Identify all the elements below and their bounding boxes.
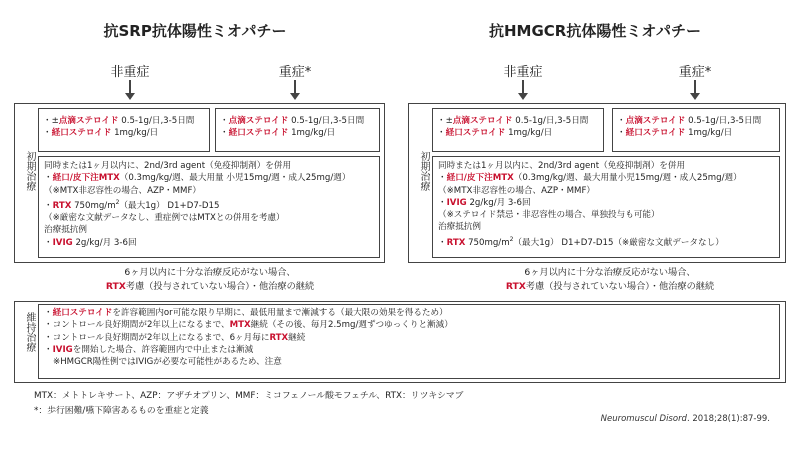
srp-arrow-severe xyxy=(294,80,296,93)
srp-ns-iv-steroid: ・±点滴ステロイド 0.5-1g/日,3-5日間 xyxy=(43,116,195,126)
hmgcr-agent-intro: 同時または1ヶ月以内に、2nd/3rd agent（免疫抑制剤）を併用 xyxy=(438,161,686,171)
srp-agent-box xyxy=(38,156,380,258)
srp-ns-oral-steroid: ・経口ステロイド 1mg/kg/日 xyxy=(43,128,159,139)
hmgcr-agent-ivig-note: （※ステロイド禁忌・非忍容性の場合、単独投与も可能） xyxy=(438,210,660,221)
hmgcr-arrowhead-non-severe xyxy=(518,93,528,100)
hmgcr-arrowhead-severe xyxy=(690,93,700,100)
srp-severe-label: 重症* xyxy=(278,65,312,80)
hmgcr-agent-ivig: ・IVIG 2g/kg/月 3-6回 xyxy=(438,197,531,208)
srp-title: 抗SRP抗体陽性ミオパチー xyxy=(103,22,287,40)
srp-arrowhead-non-severe xyxy=(125,93,135,100)
srp-severe-box xyxy=(215,108,380,152)
srp-agent-ivig: ・IVIG 2g/kg/月 3-6回 xyxy=(44,237,137,248)
srp-note-line2: RTX考慮（投与されていない場合）・他治療の継続 xyxy=(105,281,315,292)
hmgcr-agent-refractory: 治療抵抗例 xyxy=(438,222,481,233)
srp-agent-refractory: 治療抵抗例 xyxy=(44,225,87,236)
srp-s-iv-steroid: ・点滴ステロイド 0.5-1g/日,3-5日間 xyxy=(220,116,365,126)
maintenance-label: 維持治療 xyxy=(24,312,35,352)
maintenance-mtx: ・コントロール良好期間が2年以上になるまで、MTX継続（その後、毎月2.5mg/週ずつゆっくりと漸減） xyxy=(44,320,453,331)
srp-note-line1: 6ヶ月以内に十分な治療反応がない場合、 xyxy=(124,267,296,278)
srp-agent-mtx-note: （※MTX非忍容性の場合、AZP・MMF） xyxy=(44,185,202,196)
maintenance-ivig: ・IVIGを開始した場合、許容範囲内で中止または漸減 xyxy=(44,344,254,355)
hmgcr-arrow-severe xyxy=(694,80,696,93)
hmgcr-ns-oral-steroid: ・経口ステロイド 1mg/kg/日 xyxy=(437,128,553,139)
hmgcr-note-line1: 6ヶ月以内に十分な治療反応がない場合、 xyxy=(524,267,696,278)
abbreviations-footnote: MTX：メトトレキサート、AZP：アザチオプリン、MMF：ミコフェノール酸モフェチル、RTX：リツキシマブ xyxy=(34,391,464,401)
srp-agent-rtx-note: （※厳密な文献データなし、重症例ではMTXとの併用を考慮） xyxy=(44,213,285,224)
srp-non-severe-box xyxy=(38,108,210,152)
srp-non-severe-label: 非重症 xyxy=(110,65,150,80)
maintenance-box xyxy=(38,304,780,379)
hmgcr-s-oral-steroid: ・経口ステロイド 1mg/kg/日 xyxy=(617,128,733,139)
srp-arrowhead-severe xyxy=(290,93,300,100)
srp-arrow-non-severe xyxy=(129,80,131,93)
hmgcr-non-severe-label: 非重症 xyxy=(503,65,543,80)
srp-agent-mtx: ・経口/皮下注MTX（0.3mg/kg/週、最大用量 小児15mg/週・成人25mg/週） xyxy=(44,173,351,184)
citation: Neuromuscul Disord. 2018;28(1):87-99. xyxy=(600,414,770,424)
hmgcr-severe-label: 重症* xyxy=(678,65,712,80)
srp-s-oral-steroid: ・経口ステロイド 1mg/kg/日 xyxy=(220,128,336,139)
hmgcr-arrow-non-severe xyxy=(522,80,524,93)
hmgcr-agent-mtx-note: （※MTX非忍容性の場合、AZP・MMF） xyxy=(438,185,596,196)
hmgcr-ns-iv-steroid: ・±点滴ステロイド 0.5-1g/日,3-5日間 xyxy=(437,116,589,126)
srp-agent-rtx: ・RTX $750mg/m^2$（最大1g） D1+D7-D15 xyxy=(44,198,220,211)
maintenance-rtx: ・コントロール良好期間が2年以上になるまで、6ヶ月毎にRTX継続 xyxy=(44,332,306,343)
maintenance-steroid: ・経口ステロイドを許容範囲内or可能な限り早期に、最低用量まで漸減する（最大限の効果を得るため） xyxy=(44,308,448,318)
hmgcr-s-iv-steroid: ・点滴ステロイド 0.5-1g/日,3-5日間 xyxy=(617,116,762,126)
srp-agent-intro: 同時または1ヶ月以内に、2nd/3rd agent（免疫抑制剤）を併用 xyxy=(44,161,292,171)
maintenance-hmgcr-note: ※HMGCR陽性例ではIVIGが必要な可能性があるため、注意 xyxy=(53,357,282,368)
hmgcr-agent-box xyxy=(432,156,780,258)
srp-initial-label: 初期治療 xyxy=(24,151,35,191)
hmgcr-note-line2: RTX考慮（投与されていない場合）・他治療の継続 xyxy=(505,281,715,292)
hmgcr-initial-label: 初期治療 xyxy=(418,151,429,191)
hmgcr-agent-mtx: ・経口/皮下注MTX（0.3mg/kg/週、最大用量小児15mg/週・成人25mg/週） xyxy=(438,173,742,184)
hmgcr-non-severe-box xyxy=(432,108,604,152)
severe-definition-footnote: *：歩行困難/嚥下障害あるものを重症と定義 xyxy=(34,406,209,416)
hmgcr-agent-rtx: ・RTX $750mg/m^2$（最大1g） D1+D7-D15（※厳密な文献データなし） xyxy=(438,235,724,248)
hmgcr-severe-box xyxy=(612,108,780,152)
hmgcr-title: 抗HMGCR抗体陽性ミオパチー xyxy=(488,22,702,40)
